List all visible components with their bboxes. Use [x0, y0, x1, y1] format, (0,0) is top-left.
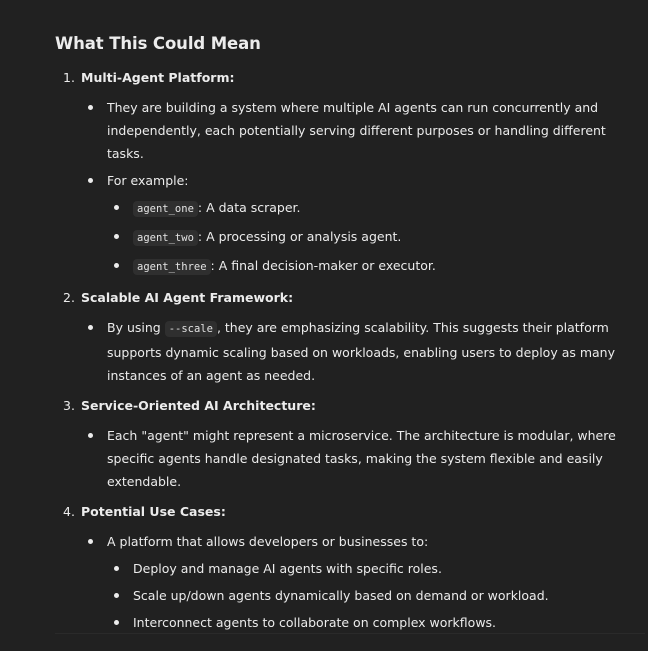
item-title: Service-Oriented AI Architecture: — [81, 398, 316, 413]
bullet-item: Each "agent" might represent a microservice. The architecture is modular, where specific agents handle designated tasks, making the system flexible and easily extendable. — [81, 424, 645, 493]
bullet-list — [81, 424, 645, 493]
inline-code: agent_one — [133, 201, 198, 217]
item-number: 3. — [63, 398, 75, 413]
bullet-item: They are building a system where multiple AI agents can run concurrently and independently, each potentially serving different purposes or handling different tasks. — [81, 96, 645, 165]
sub-bullet-item — [107, 196, 645, 221]
bullet-list — [81, 96, 645, 279]
sub-bullet-list — [107, 557, 645, 634]
bullet-item — [81, 316, 645, 387]
sub-bullet-item: Scale up/down agents dynamically based on demand or workload. — [107, 584, 645, 607]
item-number: 2. — [63, 290, 75, 305]
bullet-text-prefix: By using — [107, 320, 165, 335]
sub-bullet-item — [107, 254, 645, 279]
section-divider — [55, 633, 645, 634]
inline-code: agent_three — [133, 259, 211, 275]
item-number: 1. — [63, 70, 75, 85]
list-item-service-oriented — [55, 391, 645, 493]
inline-code: agent_two — [133, 230, 198, 246]
item-title: Multi-Agent Platform: — [81, 70, 235, 85]
sub-bullet-item — [107, 225, 645, 250]
sub-bullet-text: : A processing or analysis agent. — [197, 229, 402, 244]
list-item-use-cases — [55, 497, 645, 634]
item-number: 4. — [63, 504, 75, 519]
main-numbered-list — [55, 63, 645, 634]
sub-bullet-text: : A data scraper. — [197, 200, 301, 215]
bullet-text: A platform that allows developers or businesses to: — [107, 534, 429, 549]
bullet-text-suffix: , they are emphasizing scalability. This suggests their platform supports dynamic scaling based on workloads, enabling users to deploy as many instances of an agent as needed. — [107, 320, 615, 383]
list-item-multi-agent-platform — [55, 63, 645, 279]
bullet-list — [81, 316, 645, 387]
list-item-scalable-framework — [55, 283, 645, 387]
sub-bullet-item: Deploy and manage AI agents with specific roles. — [107, 557, 645, 580]
inline-code: --scale — [165, 321, 217, 337]
item-title: Potential Use Cases: — [81, 504, 226, 519]
sub-bullet-text: : A final decision-maker or executor. — [210, 258, 436, 273]
sub-bullet-item: Interconnect agents to collaborate on complex workflows. — [107, 611, 645, 634]
bullet-list — [81, 530, 645, 634]
bullet-item — [81, 169, 645, 279]
section-title: What This Could Mean — [55, 34, 261, 53]
response-content — [55, 33, 645, 638]
bullet-item — [81, 530, 645, 634]
sub-bullet-list — [107, 196, 645, 279]
item-title: Scalable AI Agent Framework: — [81, 290, 294, 305]
bullet-text: For example: — [107, 173, 189, 188]
